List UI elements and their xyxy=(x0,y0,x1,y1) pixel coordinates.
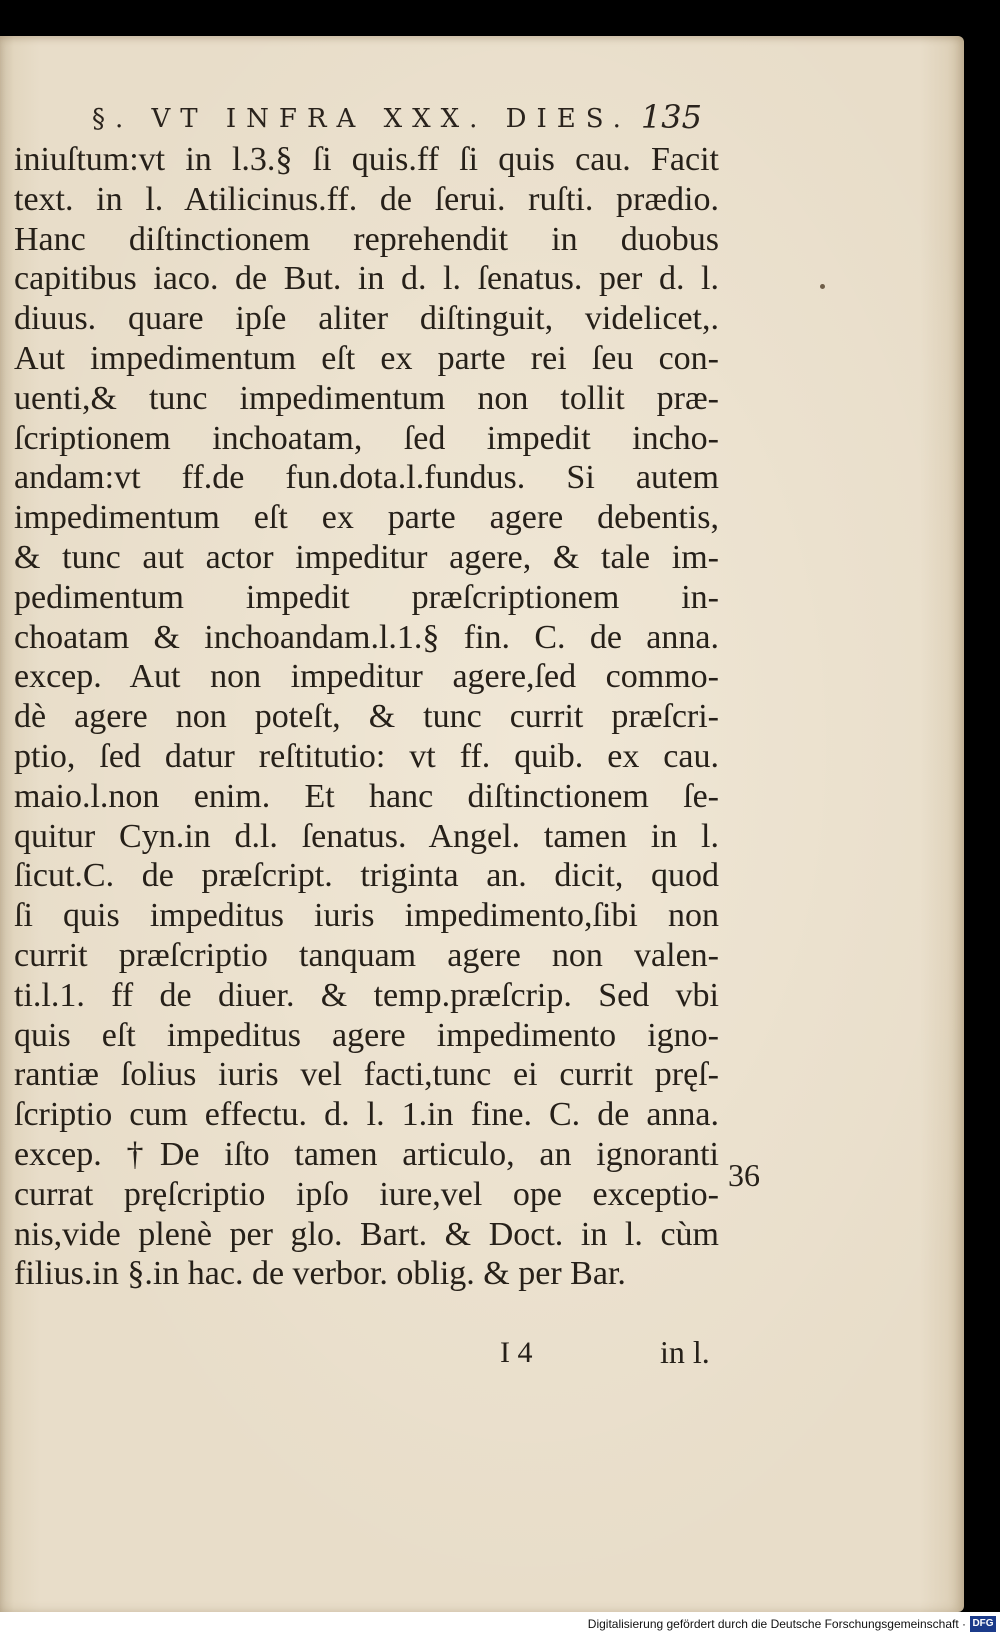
funding-credit: Digitalisierung gefördert durch die Deutsche Forschungsgemeinschaft · xyxy=(587,1617,966,1631)
text-line: filius.in §.in hac. de verbor. oblig. & per Bar. xyxy=(14,1255,626,1293)
margin-note-number: 36 xyxy=(728,1157,760,1193)
text-line: excep. Aut non impeditur agere,ſed commo- xyxy=(14,658,719,696)
text-line: ſcriptionem inchoatam, ſed impedit incho- xyxy=(14,419,719,457)
text-line: pedimentum impedit præſcriptionem in- xyxy=(14,578,719,616)
text-line: ptio, ſed datur reſtitutio: vt ff. quib. ex cau. xyxy=(14,737,719,775)
text-line: nis,vide plenè per glo. Bart. & Doct. in l. cùm xyxy=(14,1215,719,1253)
text-line: andam:vt ff.de fun.dota.l.fundus. Si autem xyxy=(14,459,719,497)
running-head xyxy=(92,98,702,142)
paper-speck xyxy=(820,284,825,289)
text-line: currat pręſcriptio ipſo iure,vel ope exceptio- xyxy=(14,1175,719,1213)
text-line: text. in l. Atilicinus.ff. de ſerui. ruſti. prædio. xyxy=(14,180,719,218)
text-line: Hanc diſtinctionem reprehendit in duobus xyxy=(14,220,719,258)
text-line: iniuſtum:vt in l.3.§ ſi quis.ff ſi quis cau. Facit xyxy=(14,141,719,178)
text-line: rantiæ ſolius iuris vel facti,tunc ei currit pręſ- xyxy=(14,1056,719,1094)
text-line: maio.l.non enim. Et hanc diſtinctionem ſe- xyxy=(14,777,719,815)
text-line: quis eſt impeditus agere impedimento igno- xyxy=(14,1016,719,1054)
text-line: ſi quis impeditus iuris impedimento,ſibi non xyxy=(14,897,719,935)
text-line: choatam & inchoandam.l.1.§ fin. C. de anna. xyxy=(14,618,719,656)
dfg-logo-icon: DFG xyxy=(970,1616,996,1632)
book-page xyxy=(0,36,964,1612)
signature-mark: I 4 xyxy=(500,1336,533,1369)
footer-bar xyxy=(0,1612,1000,1641)
text-line: excep. †De iſto tamen articulo, an ignoranti xyxy=(14,1135,719,1173)
text-line: quitur Cyn.in d.l. ſenatus. Angel. tamen in l. xyxy=(14,817,719,855)
running-title: §. VT INFRA XXX. DIES. xyxy=(92,104,631,134)
text-line: ſcriptio cum effectu. d. l. 1.in fine. C. de anna. xyxy=(14,1096,719,1134)
text-line: dè agere non poteſt, & tunc currit præſcri- xyxy=(14,698,719,736)
body-text xyxy=(14,140,719,1294)
text-line: capitibus iaco. de But. in d. l. ſenatus. per d. l. xyxy=(14,260,719,298)
text-line: impedimentum eſt ex parte agere debentis, xyxy=(14,499,719,537)
text-line: uenti,& tunc impedimentum non tollit præ- xyxy=(14,379,719,417)
text-line: ſicut.C. de præſcript. triginta an. dicit, quod xyxy=(14,857,719,895)
catchword: in l. xyxy=(660,1334,710,1370)
text-line: Aut impedimentum eſt ex parte rei ſeu con- xyxy=(14,339,719,377)
text-line: & tunc aut actor impeditur agere, & tale im- xyxy=(14,538,719,576)
folio-number: 135 xyxy=(640,98,702,136)
text-line: diuus. quare ipſe aliter diſtinguit, videlicet,. xyxy=(14,300,719,338)
text-line: ti.l.1. ff de diuer. & temp.præſcrip. Sed vbi xyxy=(14,976,719,1014)
text-line: currit præſcriptio tanquam agere non valen- xyxy=(14,936,719,974)
